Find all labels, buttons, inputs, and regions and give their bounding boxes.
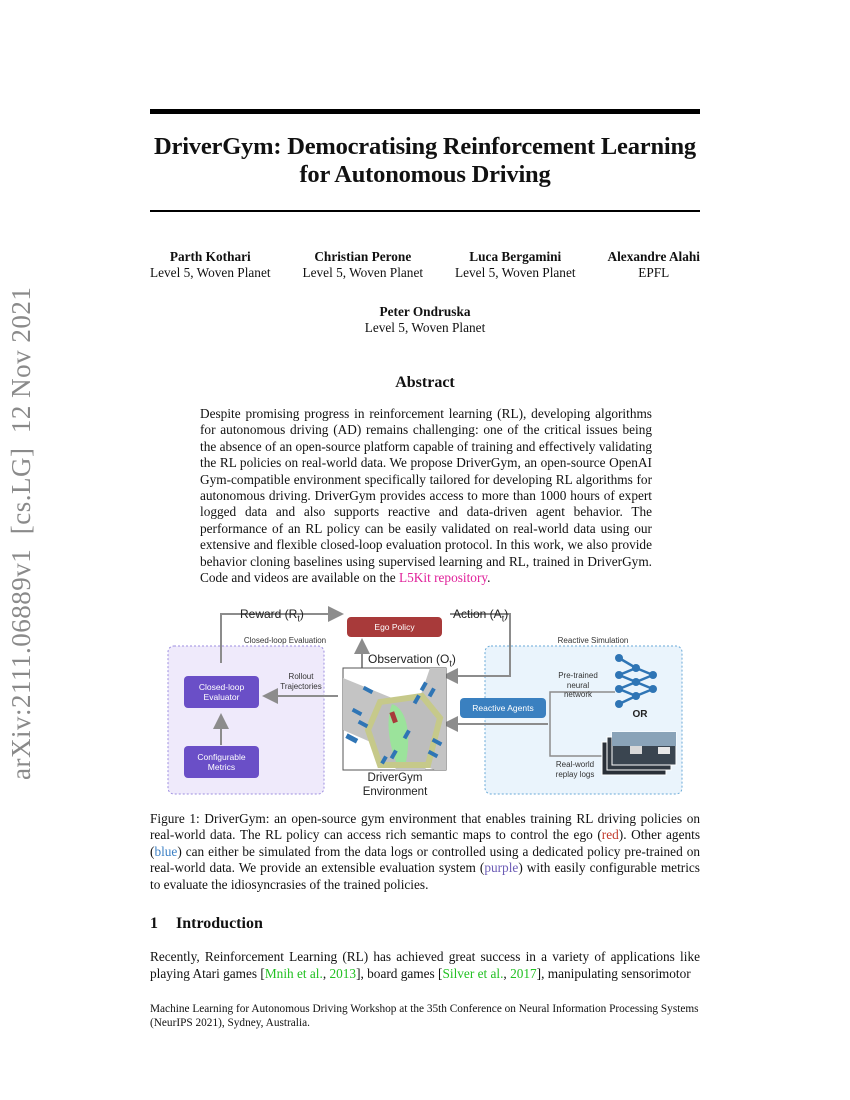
author — [455, 249, 576, 281]
author-affiliation: Level 5, Woven Planet — [150, 265, 271, 280]
pretrained-network-label: Pre-trained neural network — [558, 671, 598, 699]
drivergym-environment-label: DriverGym Environment — [362, 772, 428, 798]
or-label: OR — [632, 709, 648, 720]
driving-scene-map — [343, 668, 450, 775]
author-list — [150, 249, 700, 281]
citation-link-mnih[interactable]: Mnih et al. — [264, 965, 323, 981]
arxiv-identifier-stamp: arXiv:2111.06889v1 [cs.LG] 12 Nov 2021 — [6, 286, 36, 780]
citation-link-silver[interactable]: Silver et al. — [442, 965, 504, 981]
abstract-end: . — [487, 570, 491, 586]
reward-label: Reward $(R_t)$ — [240, 607, 304, 624]
author-name: Peter Ondruska — [379, 304, 471, 319]
author — [303, 249, 424, 281]
reactive-agents-box: Reactive Agents — [460, 698, 546, 718]
author-name: Alexandre Alahi — [607, 249, 700, 264]
author-name: Parth Kothari — [169, 249, 251, 264]
introduction-paragraph: Recently, Reinforcement Learning (RL) has achieved great success in a variety of applications like playing Atari games [Mnih et al., 2013], board games [Silver et al., 2017], manipulating sensorimotor — [150, 949, 700, 981]
observation-label: Observation $(O_t)$ — [368, 652, 456, 669]
caption-red-term: red — [601, 827, 619, 843]
citation-year-link[interactable]: 2013 — [329, 965, 357, 981]
configurable-metrics-box: Configurable Metrics — [184, 746, 259, 778]
title-line-1: DriverGym: Democratising Reinforcement Learning — [154, 133, 696, 160]
figure-caption: Figure 1: DriverGym: an open-source gym environment that enables training RL driving policies on real-world data. The RL policy can access rich semantic maps to control the ego (red). Other agents (blue) can either be simulated from the data logs or controlled using a dedicated policy pre-trained on real-world data. We provide an extensible evaluation system (purple) with easily configurable metrics to evaluate the idiosyncrasies of the trained policies. — [150, 811, 700, 892]
author-affiliation: Level 5, Woven Planet — [364, 320, 486, 335]
action-label: Action $(A_t)$ — [453, 607, 509, 624]
caption-blue-term: blue — [154, 843, 178, 859]
title-line-2: for Autonomous Driving — [299, 161, 551, 188]
author-name: Christian Perone — [314, 249, 412, 264]
title-bottom-rule — [150, 210, 700, 212]
author-affiliation: Level 5, Woven Planet — [302, 265, 424, 280]
author — [150, 249, 271, 281]
author — [608, 249, 700, 281]
closed-loop-evaluator-box: Closed-loop Evaluator — [184, 676, 259, 708]
figure-1-diagram — [160, 600, 700, 800]
author-affiliation: Level 5, Woven Planet — [455, 265, 576, 280]
section-heading-introduction — [150, 915, 263, 933]
abstract-text: Despite promising progress in reinforcement learning (RL), developing algorithms for autonomous driving (AD) remains challenging: one of the critical issues being the absence of an open-source platform capable of training and effectively validating the RL policies on real-world data. We propose DriverGym, an open-source OpenAI Gym-compatible environment specifically tailored for developing RL algorithms for autonomous driving. DriverGym provides access to more than 1000 hours of expert logged data and also supports reactive and data-driven agent behavior. The performance of an RL policy can be easily validated on real-world data using our extensive and flexible closed-loop evaluation protocol. In this work, we also provide behavior cloning baselines using supervised learning and RL, trained in DriverGym. Code and videos are available on the — [200, 406, 652, 586]
l5kit-repository-link[interactable]: L5Kit repository — [399, 570, 488, 586]
caption-purple-term: purple — [484, 860, 519, 876]
reactive-simulation-label: Reactive Simulation — [557, 636, 629, 645]
closed-loop-evaluation-label: Closed-loop Evaluation — [243, 636, 327, 645]
citation-year-link[interactable]: 2017 — [510, 965, 537, 981]
venue-footnote: Machine Learning for Autonomous Driving Workshop at the 35th Conference on Neural Information Processing Systems (NeurIPS 2021), Sydney, Australia. — [150, 1003, 699, 1029]
section-number: 1 — [150, 915, 158, 932]
abstract-body — [200, 406, 652, 586]
ego-policy-box: Ego Policy — [347, 617, 442, 637]
rollout-trajectories-label: Rollout Trajectories — [280, 672, 322, 691]
replay-log-images-icon — [602, 732, 676, 775]
paper-title — [150, 133, 700, 189]
replay-logs-label: Real-world replay logs — [555, 760, 595, 779]
abstract-heading: Abstract — [395, 374, 455, 391]
author-name: Luca Bergamini — [469, 249, 562, 264]
author-affiliation: EPFL — [638, 265, 670, 280]
section-title: Introduction — [176, 915, 263, 932]
title-top-rule — [150, 109, 700, 114]
author — [150, 304, 700, 336]
